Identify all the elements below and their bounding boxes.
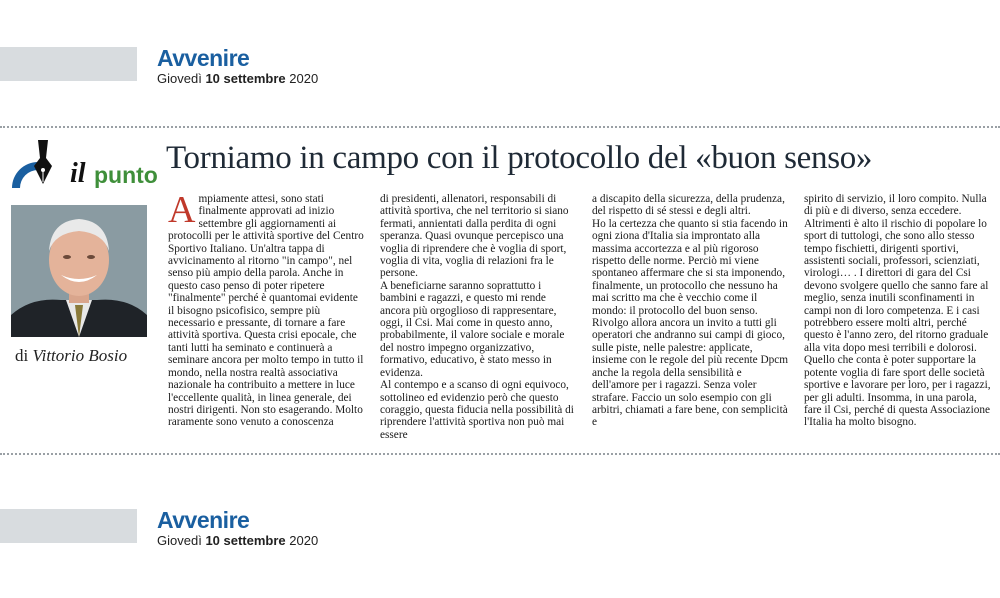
avvenire-logo: Avvenire [157, 45, 250, 71]
masthead-date: Giovedì 10 settembre 2020 [157, 71, 319, 86]
divider-top [0, 126, 1000, 128]
author-byline: di Vittorio Bosio [15, 346, 128, 365]
avvenire-logo-bottom: Avvenire [157, 507, 250, 533]
rubric-punto: punto [94, 162, 158, 188]
masthead-bar-bottom [0, 509, 137, 543]
article-title: Torniamo in campo con il protocollo del «buon senso» [166, 140, 873, 176]
masthead-bar-top [0, 47, 137, 81]
article-column-3: a discapito della sicurezza, della prudenza, del rispetto di sé stessi e degli altri. Ho la certezza che quanto si stia facendo in ogni ziona d'Italia sia improntato alla massima accortezza e al più rigoroso rispetto delle norme. Perciò mi viene spontaneo affermare che si sta imponendo, finalmente, un protocollo che nessuno ha mai scritto ma che è vecchio come il mondo: il protocollo del buon senso. Rivolgo allora ancora un invito a tutti gli operatori che andranno sui campi di gioco, sulle piste, nelle palestre: applicate, insieme con le regole del più recente Dpcm anche la regola della sensibilità e dell'amore per i ragazzi. Senza voler strafare. Faccio un solo esempio con gli arbitri, chiamati a fare bene, con semplicità e [592, 193, 789, 429]
masthead-bottom [157, 508, 318, 548]
divider-bottom [0, 453, 1000, 455]
rubric-il: il [70, 158, 86, 189]
masthead-top [157, 46, 318, 86]
masthead-date-bottom: Giovedì 10 settembre 2020 [157, 533, 319, 548]
author-photo [11, 205, 147, 337]
il-punto-rubric [8, 140, 158, 200]
drop-cap: A [168, 189, 196, 231]
article-column-4: spirito di servizio, il loro compito. Nulla di più e di diverso, senza eccedere. Altrimenti è alto il rischio di popolare lo sport di tuttologi, che sono allo stesso tempo fischietti, dirigenti sportivi, assistenti sociali, professori, scienziati, virologi… . I direttori di gara del Csi devono svolgere quello che sanno fare al meglio, senza inutili sconfinamenti in campi non di loro competenza. E i casi potrebbero essere molti altri, perché questo è l'anno zero, del ritorno graduale alla vita dopo mesi terribili e dolorosi. Quello che conta è poter supportare la potente voglia di fare sport delle società sportive e lavorare per loro, per i ragazzi, per gli adulti. Insomma, in una parola, fare il Csi, perché di questa Associazione l'Italia ha molto bisogno. [804, 193, 991, 429]
article-column-1: A mpiamente attesi, sono stati finalmente approvati ad inizio settembre gli aggiornamenti ai protocolli per le attività sportive del Centro Sportivo Italiano. Un'altra tappa di avvicinamento al ritorno "in campo", nel senso più ampio della parola. Anche in questo caso penso di poter ripetere "finalmente" perché è quantomai evidente il bisogno psicofisico, sempre più necessario e pressante, di tornare a fare attività sportiva. Questa crisi epocale, che tanti lutti ha seminato e continuerà a seminare ancora per molto tempo in tutto il mondo, nella nostra realtà associativa nazionale ha contribuito a mettere in luce l'eccellente qualità, in linea generale, dei nostri dirigenti. Non sto esagerando. Molto raramente sono venuto a conoscenza [168, 189, 364, 429]
article-column-2: di presidenti, allenatori, responsabili di attività sportiva, che nel territorio si siano fermati, annientati dalla perdita di ogni speranza. Quasi ovunque percepisco una voglia di riprendere che è voglia di sport, voglia di vita, voglia di relazioni fra le persone. A beneficiarne saranno soprattutto i bambini e ragazzi, e questo mi rende ancora più orgoglioso di rappresentare, oggi, il Csi. Mai come in questo anno, probabilmente, il valore sociale e morale del nostro impegno organizzativo, formativo, educativo, è stato messo in evidenza. Al contempo e a scanso di ogni equivoco, sottolineo ed evidenzio però che questo coraggio, questa fiducia nella possibilità di riprendere l'attività sportiva non può mai essere [380, 193, 574, 441]
